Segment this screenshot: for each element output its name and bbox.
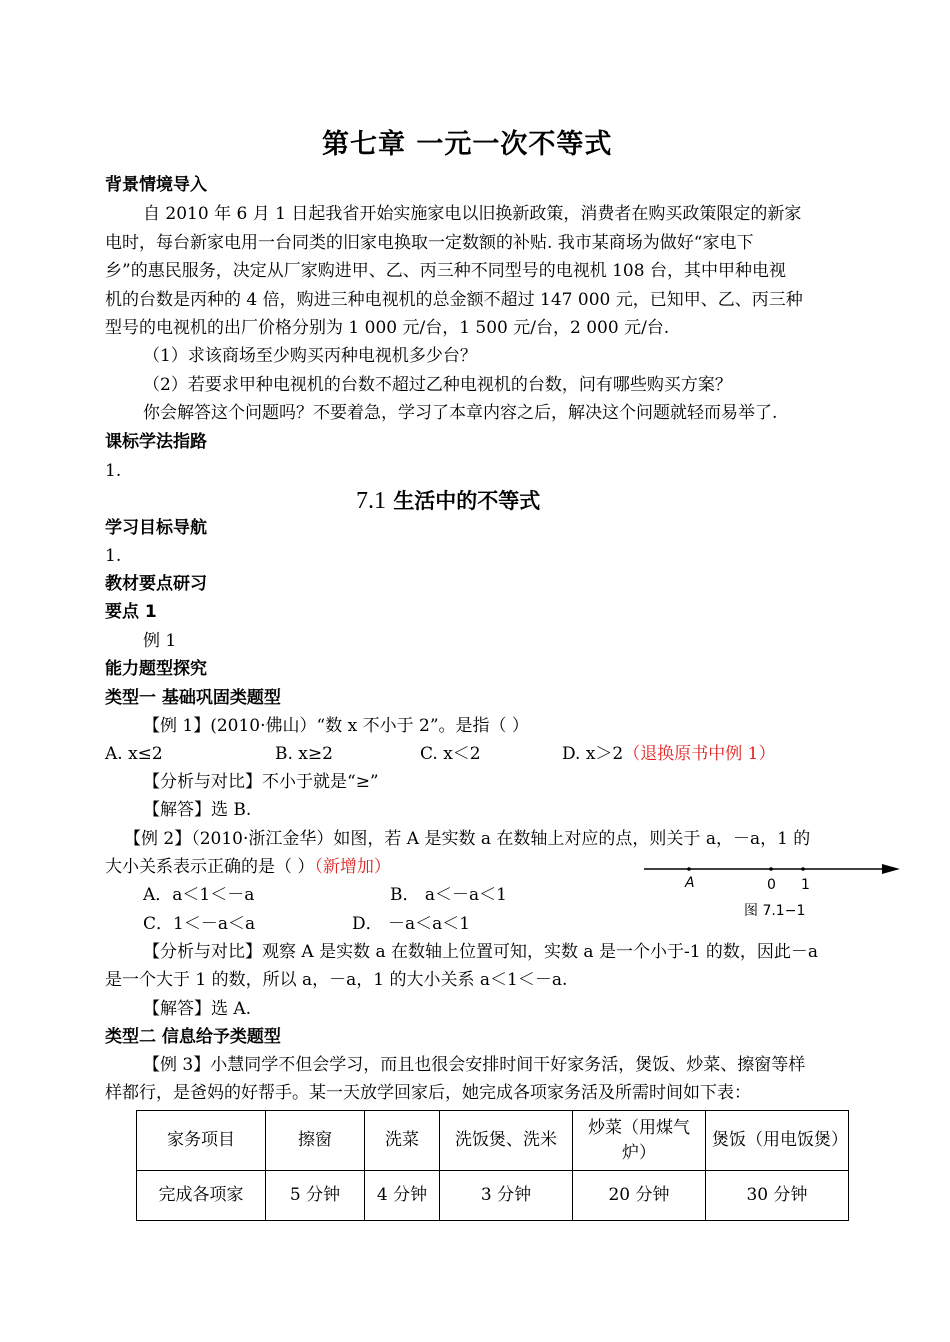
type2-heading: 类型二 信息给予类题型 [105, 1027, 281, 1047]
guide-item: 1. [105, 461, 122, 481]
example-2-stem-line-1: 【例 2】（2010·浙江金华）如图，若 A 是实数 a 在数轴上对应的点，则关于 a，－a，1 的 [124, 829, 811, 849]
table-header-cell: 洗饭煲、洗米 [440, 1111, 573, 1171]
table-header-row [137, 1111, 849, 1171]
goals-item: 1. [105, 546, 122, 566]
key-points-heading: 教材要点研习 [105, 574, 207, 594]
background-closing: 你会解答这个问题吗？不要着急，学习了本章内容之后，解决这个问题就轻而易举了. [143, 403, 778, 423]
key-point-1: 要点 1 [105, 602, 157, 622]
background-line-4: 机的台数是丙种的 4 倍，购进三种电视机的总金额不超过 147 000 元，已知甲、乙、丙三种 [105, 290, 803, 310]
table-cell: 3 分钟 [440, 1171, 573, 1221]
table-cell: 20 分钟 [573, 1171, 706, 1221]
section-title [356, 489, 540, 513]
example-3-line-2: 样都行，是爸妈的好帮手。某一天放学回家后，她完成各项家务活及所需时间如下表： [105, 1083, 751, 1103]
example-2-analysis-line-1: 【分析与对比】观察 A 是实数 a 在数轴上位置可知，实数 a 是一个小于-1 的数，因此－a [143, 942, 819, 962]
question-2: （2）若要求甲种电视机的台数不超过乙种电视机的台数，问有哪些购买方案？ [143, 375, 732, 395]
zero-mark [769, 867, 773, 871]
example-1-analysis: 【分析与对比】不小于就是“≥” [143, 772, 379, 792]
one-label: 1 [801, 877, 810, 893]
table-cell: 5 分钟 [266, 1171, 365, 1221]
question-1: （1）求该商场至少购买丙种电视机多少台？ [143, 346, 477, 366]
background-line-2: 电时，每台新家电用一台同类的旧家电换取一定数额的补贴. 我市某商场为做好“家电下 [105, 233, 754, 253]
key-point-example: 例 1 [143, 631, 177, 651]
table-header-cell: 煲饭（用电饭煲） [706, 1111, 849, 1171]
example-1-option-c: C. x＜2 [420, 744, 481, 764]
table-row [137, 1171, 849, 1221]
example-1-stem: 【例 1】(2010·佛山）“数 x 不小于 2”。是指（ ） [143, 716, 529, 736]
ability-heading: 能力题型探究 [105, 659, 207, 679]
type1-heading: 类型一 基础巩固类题型 [105, 688, 281, 708]
example-1-option-d-text: D. x＞2 [562, 744, 624, 764]
example-2-option-a: A．a＜1＜－a [143, 885, 255, 905]
example-1-note: （退换原书中例 1） [623, 744, 776, 764]
chapter-title: 第七章 一元一次不等式 [322, 129, 613, 160]
example-2-stem-line-2 [105, 859, 391, 876]
one-mark [801, 867, 805, 871]
example-1-answer: 【解答】选 B. [143, 800, 252, 820]
table-header-cell: 洗菜 [365, 1111, 440, 1171]
example-2-option-b: B． a＜－a＜1 [390, 885, 507, 905]
example-2-note: （新增加） [314, 857, 391, 877]
goals-heading: 学习目标导航 [105, 518, 207, 538]
example-2-answer: 【解答】选 A. [143, 999, 252, 1019]
example-1-option-b: B. x≥2 [275, 744, 333, 764]
figure-caption: 图 7.1−1 [744, 903, 806, 919]
example-2-option-c: C．1＜－a＜a [143, 914, 256, 934]
background-line-3: 乡”的惠民服务，决定从厂家购进甲、乙、丙三种不同型号的电视机 108 台，其中甲种电视 [105, 261, 786, 281]
background-line-5: 型号的电视机的出厂价格分别为 1 000 元/台，1 500 元/台，2 000 元/台. [105, 318, 670, 338]
example-2-option-d: D． －a＜a＜1 [352, 914, 471, 934]
table-cell: 4 分钟 [365, 1171, 440, 1221]
number-line-arrow [882, 864, 900, 874]
example-1-option-d [562, 746, 775, 763]
table-header-cell: 炒菜（用煤气炉） [573, 1111, 706, 1171]
example-2-stem-text: 大小关系表示正确的是（ ） [105, 857, 315, 877]
example-2-analysis-line-2: 是一个大于 1 的数，所以 a，－a，1 的大小关系 a＜1＜－a. [105, 970, 568, 990]
chores-table [136, 1110, 849, 1221]
section-number: 7.1 [356, 488, 386, 514]
zero-label: 0 [767, 877, 776, 893]
table-row-label: 完成各项家 [137, 1171, 266, 1221]
example-3-line-1: 【例 3】小慧同学不但会学习，而且也很会安排时间干好家务活，煲饭、炒菜、擦窗等样 [143, 1055, 806, 1075]
point-a-mark [687, 867, 691, 871]
example-1-option-a: A. x≤2 [105, 744, 163, 764]
table-cell: 30 分钟 [706, 1171, 849, 1221]
section-name: 生活中的不等式 [393, 488, 541, 513]
background-heading: 背景情境导入 [105, 175, 207, 195]
table-header-cell: 家务项目 [137, 1111, 266, 1171]
point-a-label: A [685, 875, 695, 891]
table-header-cell: 擦窗 [266, 1111, 365, 1171]
guide-heading: 课标学法指路 [105, 432, 207, 452]
background-line-1: 自 2010 年 6 月 1 日起我省开始实施家电以旧换新政策，消费者在购买政策限定的新家 [143, 204, 802, 224]
